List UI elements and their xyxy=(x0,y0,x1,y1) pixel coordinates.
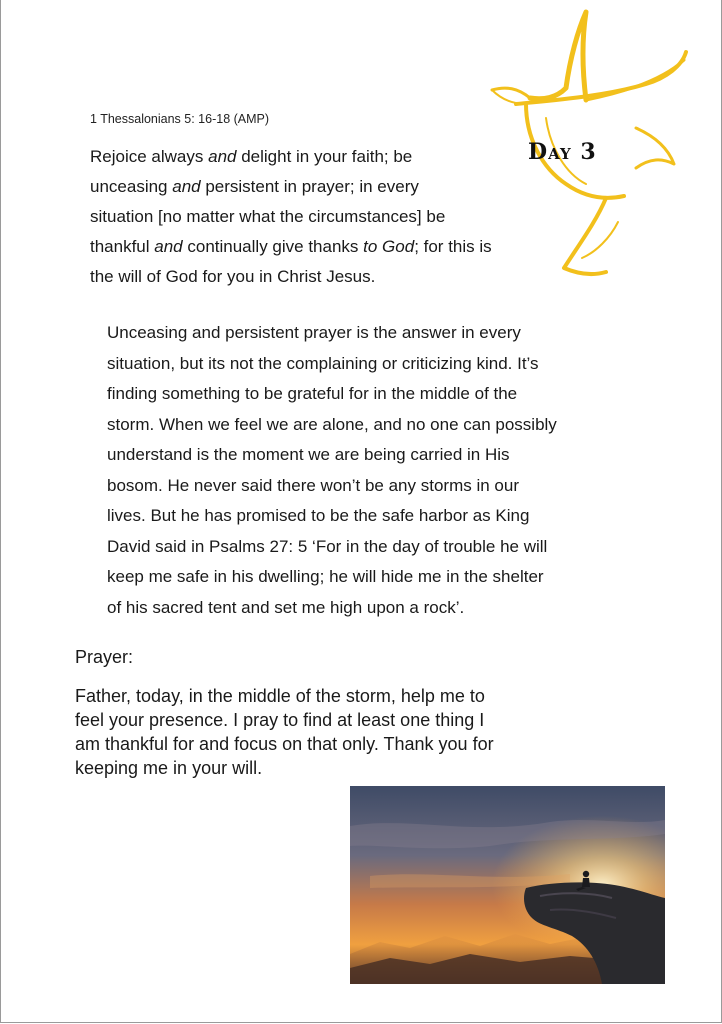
prayer-line: Father, today, in the middle of the storm, help me to xyxy=(75,686,485,706)
reflection-line: David said in Psalms 27: 5 ‘For in the day of trouble he will xyxy=(107,536,548,556)
reflection-paragraph xyxy=(107,318,617,623)
reflection-line: finding something to be grateful for in the middle of the xyxy=(107,384,518,403)
reflection-line: Unceasing and persistent prayer is the answer in every xyxy=(107,323,521,342)
verse-segment: persistent in prayer; in every xyxy=(200,177,419,196)
verse-emphasis: to God xyxy=(363,237,415,256)
prayer-heading: Prayer: xyxy=(75,647,134,667)
verse-segment: situation [no matter what the circumstances] be xyxy=(90,207,446,226)
verse-text xyxy=(90,142,540,292)
verse-segment: the will of God for you in Christ Jesus. xyxy=(90,267,376,286)
verse-segment: ; for this is xyxy=(414,237,492,256)
reflection-line: storm. When we feel we are alone, and no one can possibly xyxy=(107,414,557,434)
verse-emphasis: and xyxy=(208,147,237,166)
verse-line xyxy=(90,172,540,202)
sunset-photo xyxy=(350,786,665,984)
prayer-line: feel your presence. I pray to find at least one thing I xyxy=(75,710,485,730)
prayer-line: am thankful for and focus on that only. Thank you for xyxy=(75,734,494,754)
verse-line xyxy=(90,232,540,262)
verse-line xyxy=(90,262,540,292)
verse-reference: 1 Thessalonians 5: 16-18 (AMP) xyxy=(90,112,270,126)
verse-segment: Rejoice always xyxy=(90,147,209,166)
reflection-line: situation, but its not the complaining or criticizing kind. It’s xyxy=(107,353,539,373)
reflection-line: of his sacred tent and set me high upon a rock’. xyxy=(107,597,465,617)
reflection-line: lives. But he has promised to be the safe harbor as King xyxy=(107,506,530,525)
verse-segment: delight in your faith; be xyxy=(236,147,413,166)
verse-emphasis: and xyxy=(172,177,201,196)
verse-line xyxy=(90,142,540,172)
day-label: Day 3 xyxy=(528,139,597,165)
verse-emphasis: and xyxy=(154,237,183,256)
verse-segment: thankful xyxy=(90,237,155,256)
reflection-line: understand is the moment we are being carried in His xyxy=(107,445,510,464)
prayer-text xyxy=(75,684,575,780)
verse-line xyxy=(90,202,540,232)
verse-segment: unceasing xyxy=(90,177,173,196)
sunset-cliff-image xyxy=(350,786,665,984)
verse-segment: continually give thanks xyxy=(182,237,364,256)
prayer-line: keeping me in your will. xyxy=(75,758,263,778)
reflection-line: keep me safe in his dwelling; he will hide me in the shelter xyxy=(107,567,544,586)
reflection-line: bosom. He never said there won’t be any storms in our xyxy=(107,475,519,495)
